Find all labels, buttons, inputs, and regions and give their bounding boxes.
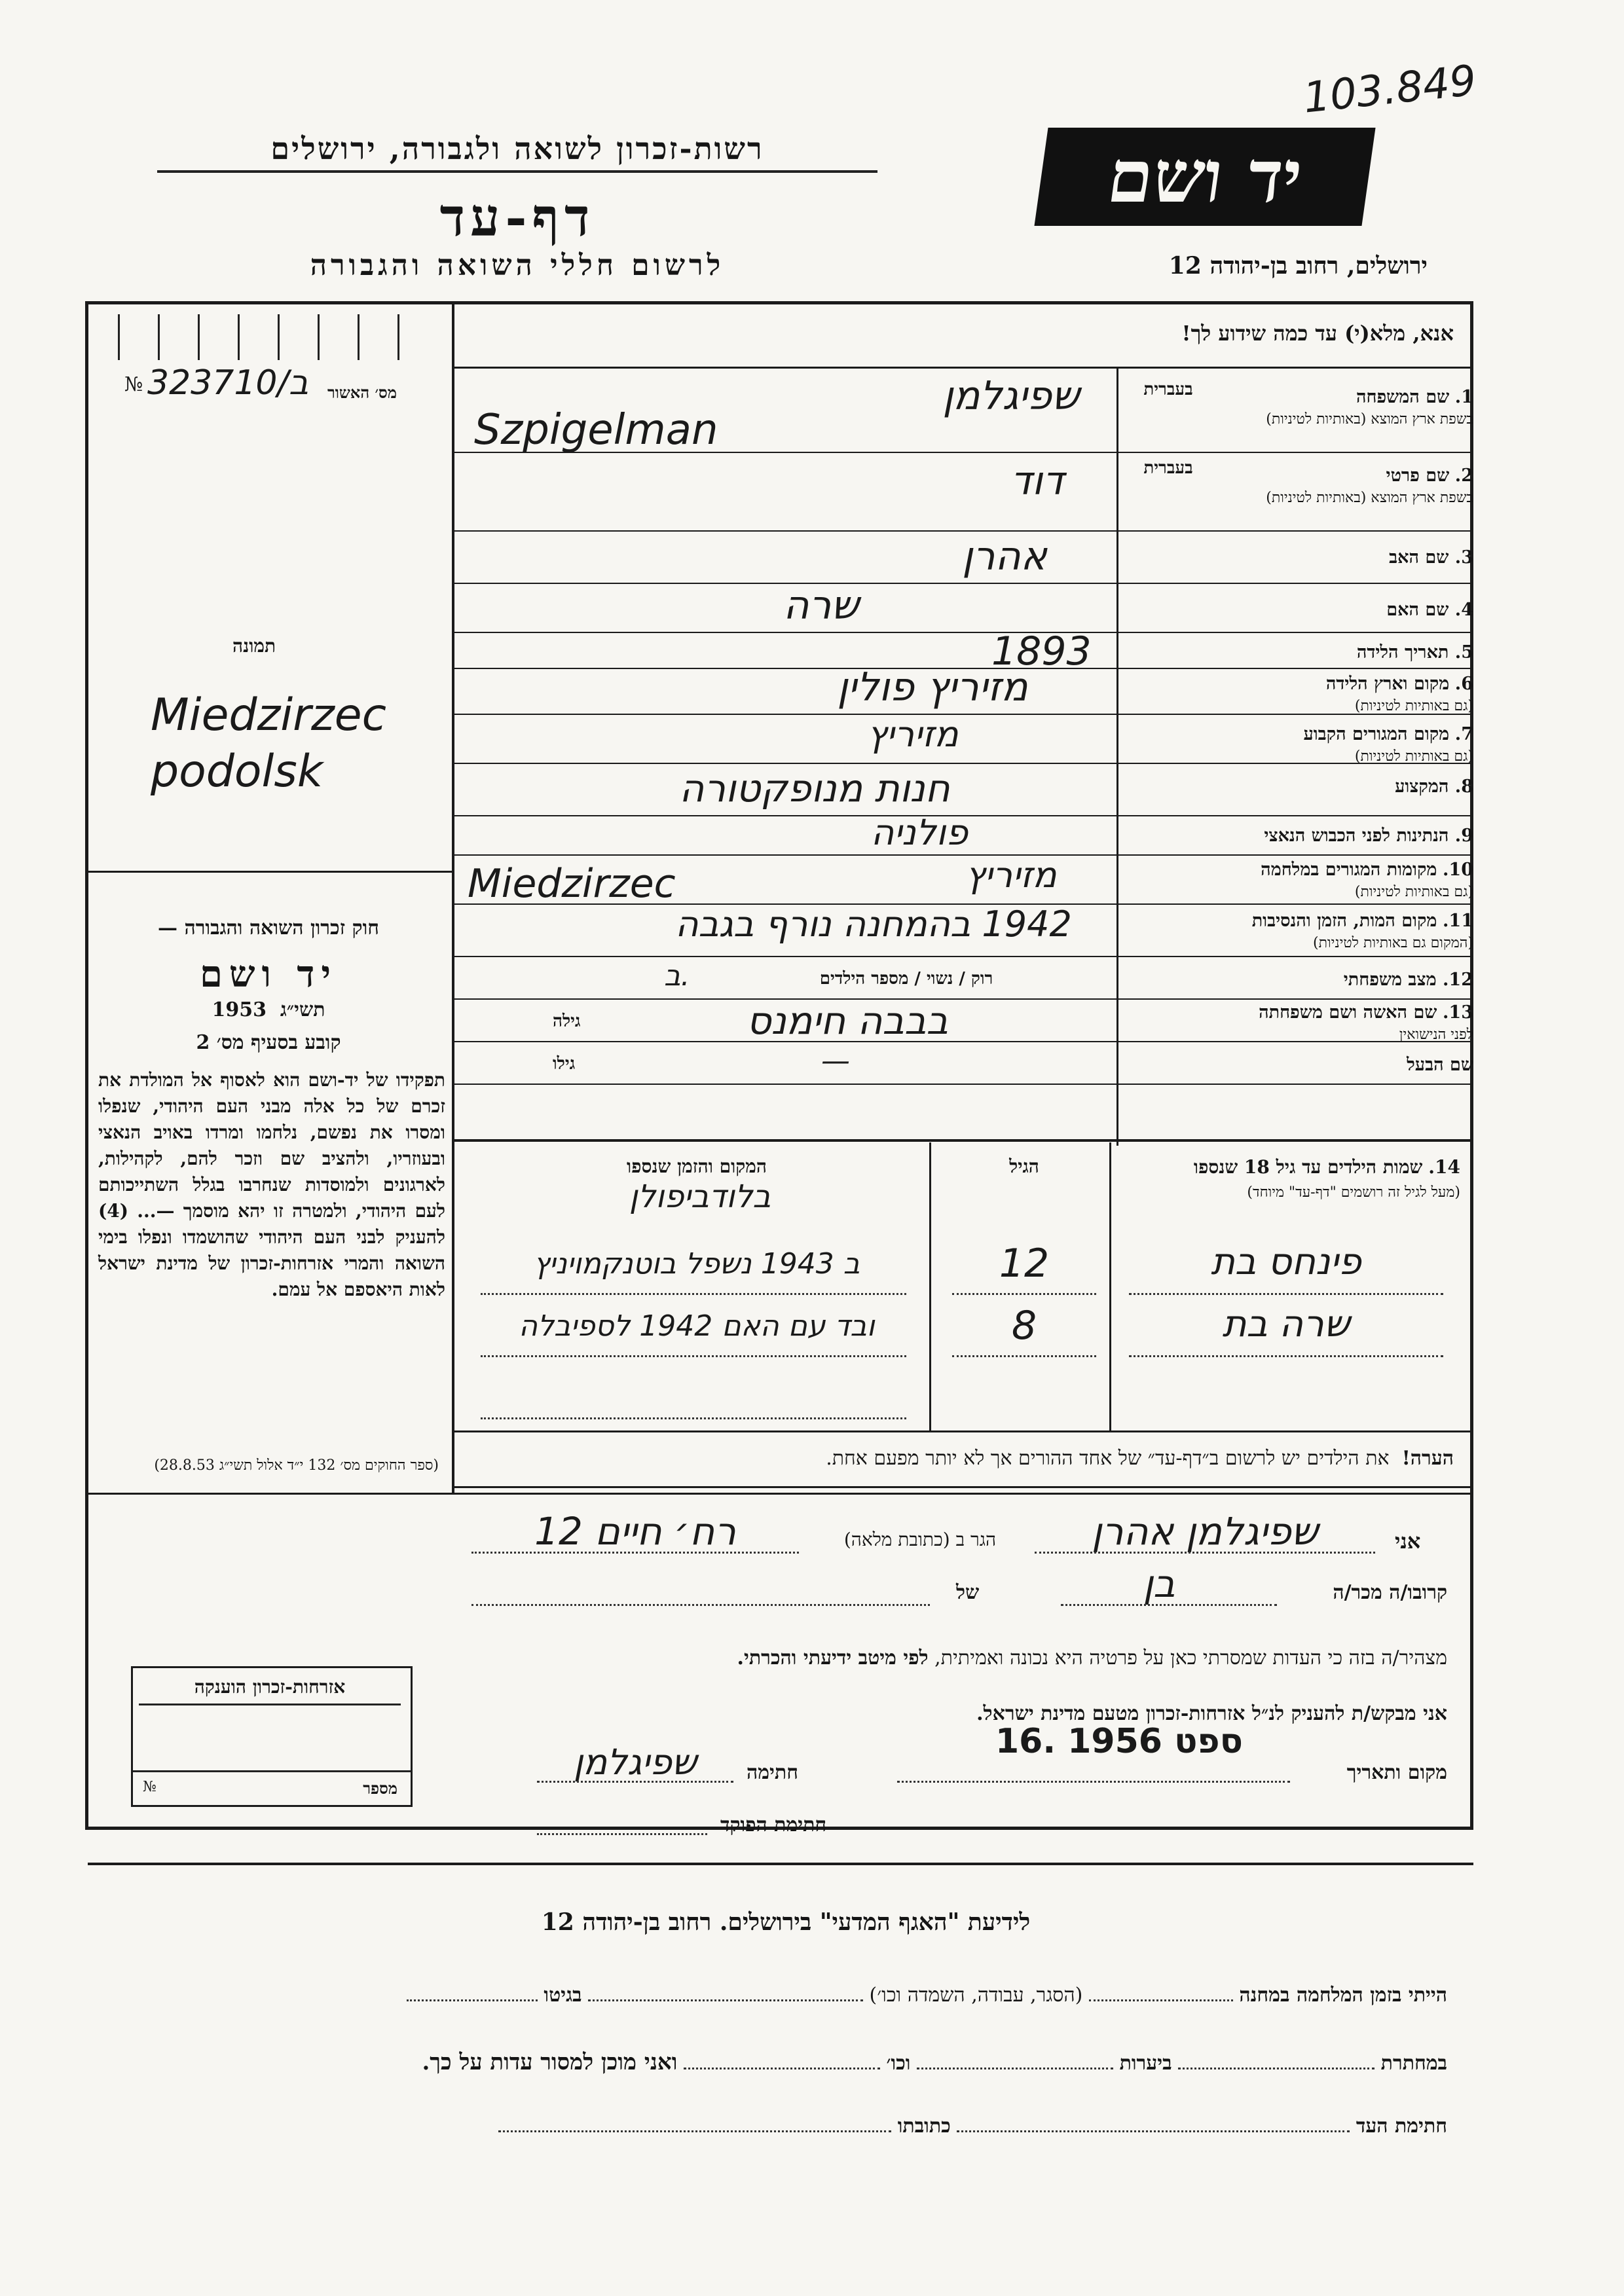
field-war-residence-label: 10. מקומות המגורים במלחמה (גם באותיות לטיניות) xyxy=(1261,860,1473,900)
field-father-label: 3. שם האב xyxy=(1389,547,1473,568)
field-profession-label: 8. המקצוע xyxy=(1395,776,1473,797)
law-name: יד ושם xyxy=(199,953,338,996)
citizenship-box xyxy=(131,1666,413,1807)
child-1-place: ב 1943 נשפל בוטנקמויניץ xyxy=(533,1247,860,1281)
field-residence-label: 7. מקום המגורים הקבוע (גם באותיות לטיניות) xyxy=(1303,724,1473,765)
child-1-age: 12 xyxy=(999,1241,1050,1286)
children-note: הערה! את הילדים יש לרשום ב״דף-עד״ של אחד ההורים אך לא יותר מפעם אחת. xyxy=(826,1447,1454,1470)
yad-vashem-logo: יד ושם xyxy=(1034,128,1375,226)
field-birth-date-value: 1893 xyxy=(991,629,1092,674)
citizenship-no: № xyxy=(143,1779,157,1795)
field-wife-label: 13. שם האשה ושם משפחתה לפני הנישואין xyxy=(1259,1002,1473,1043)
footer-line-2: במחתרת ביערות וכו׳ ואני מוכן למסור עדות על כך. xyxy=(422,2049,1447,2075)
field-birth-date-label: 5. תאריך הלידה xyxy=(1356,642,1473,663)
children-age-header: הגיל xyxy=(1009,1156,1039,1177)
citizenship-number-label: מספר xyxy=(363,1779,397,1798)
law-ref: (ספר החוקים מס׳ 132 י״ד אלול תשי״ג 28.8.53) xyxy=(154,1457,439,1474)
relation-label: קרובו/ה מכר/ה xyxy=(1333,1581,1447,1604)
signature-label: חתימה xyxy=(747,1761,798,1784)
field-citizenship-label: 9. הנתינות לפני הכבוש הנאצי xyxy=(1264,826,1473,846)
relation-value: בן xyxy=(1143,1561,1175,1606)
children-title: 14. שמות הילדים עד גיל 18 שנספו (מעל לגיל זה רושמים "דף-עד" מיוחד) xyxy=(1193,1156,1460,1201)
address: ירושלים, רחוב בן-יהודה 12 xyxy=(1168,252,1428,280)
page-title: דף-עד xyxy=(439,187,595,248)
children-place-header: המקום והזמן שנספו xyxy=(627,1156,767,1177)
children-place-top: בלודביפולן xyxy=(629,1178,771,1215)
husband-age-label: גילו xyxy=(553,1054,576,1074)
field-first-name-value: דוד xyxy=(1010,458,1064,504)
marital-options: רוק / נשוי / מספר הילדים xyxy=(819,969,993,989)
form-request: אנא, מלא(י) עד כמה שידוע לך! xyxy=(1181,321,1454,346)
field-marital-label: 12. מצב משפחתי xyxy=(1343,970,1473,990)
cert-prefix: № xyxy=(124,373,143,396)
child-1-name: פינחס בת xyxy=(1211,1241,1361,1283)
declaration-statement: מצהיר/ה בזה כי העדות שמסרתי כאן על פרטיה היא נכונה ואמיתית, לפי מיטב ידיעתי והכרתי. xyxy=(737,1647,1447,1669)
footer-line-1: הייתי בזמן המלחמה במחנה (הסגר, עבודה, השמדה וכו׳) בגיטו xyxy=(105,1984,1447,2007)
photo-note: Miedzirzec podolsk xyxy=(151,689,387,797)
declarant-name: שפיגלמן אהרן xyxy=(1092,1509,1318,1554)
field-family-name-label: 1. שם המשפחה בשפת ארץ המוצא (באותיות לטיניות) xyxy=(1266,387,1473,428)
field-husband-value: — xyxy=(821,1044,850,1078)
footer-title: לידיעת "האגף המדעי" בירושלים. רחוב בן-יהודה 12 xyxy=(541,1908,1031,1936)
cert-boxes xyxy=(92,308,449,367)
citizenship-number-row xyxy=(133,1770,411,1805)
field-death-value: 1942 בהמחנה נורף בגבה xyxy=(675,903,1072,945)
cert-label: מס׳ האשור xyxy=(327,383,397,402)
cert-number: 323710/ב xyxy=(147,363,309,403)
declaration-request: אני מבקש/ת להעניק לנ״ל אזרחות-זכרון מטעם מדינת ישראל. xyxy=(976,1702,1447,1725)
signature: שפיגלמן xyxy=(573,1741,697,1783)
declaration-i-label: אני xyxy=(1395,1529,1421,1554)
footer-divider xyxy=(88,1863,1473,1865)
child-2-place: ובד עם האם 1942 לספיבלה xyxy=(519,1309,875,1343)
field-family-name-latin: Szpigelman xyxy=(474,406,718,454)
field-family-name-value: שפיגלמן xyxy=(942,373,1080,419)
law-title: חוק זכרון השואה והגבורה — xyxy=(158,917,379,939)
field-marital-value: ב. xyxy=(664,959,690,993)
law-year: 1953 תשי״ג xyxy=(212,998,325,1021)
field-residence-value: מזיריץ xyxy=(867,714,959,755)
page-subtitle: לרשום חללי השואה והגבורה xyxy=(310,249,725,282)
field-profession-value: חנות מנופקטורה xyxy=(679,766,950,811)
field-family-name-hebrew-label: בעברית xyxy=(1143,380,1193,399)
field-birth-place-value: מזיריץ פולין xyxy=(837,665,1028,710)
place-date-label: מקום ותאריך xyxy=(1346,1761,1447,1784)
law-clause: קובע בסעיף מס׳ 2 xyxy=(196,1031,341,1054)
authority-name: רשות-זכרון לשואה ולגבורה, ירושלים xyxy=(157,131,877,173)
law-divider xyxy=(88,871,452,873)
note-divider xyxy=(454,1486,1473,1488)
law-text: תפקידו של יד-ושם הוא לאסוף אל המולדת את זכרם של כל אלה מבני העם היהודי, שנפלו ומסרו את נפשם, נלחמו ומרדו באויב הנאצי ובעוזריו, ולהציב שם וזכר להם, לקהילות, לארגונים ולמוסדות שנחרבו בגלל השתייכותם לעם היהודי, ולמטרה זו יהא מוסמך —... (4) להעניק לבני העם היהודי שהושמדו ונפלו בימי השואה והמרי אזרחות-זכרון של מדינת ישראל לאות היאספם אל עמם. xyxy=(98,1069,445,1300)
fields-area xyxy=(454,367,1473,1152)
citizenship-title: אזרחות-זכרון הוענקה xyxy=(139,1676,401,1705)
stamp-date: 16. ספט 1956 xyxy=(995,1722,1243,1761)
archive-number: 103.849 xyxy=(1301,56,1479,123)
field-citizenship-value: פולניה xyxy=(870,812,969,853)
field-war-residence-value: מזיריץ xyxy=(965,854,1057,896)
officer-signature-label: חתימת הפוקד xyxy=(720,1813,827,1836)
wife-age-label: גילה xyxy=(553,1011,581,1031)
field-father-value: אהרן xyxy=(962,534,1047,579)
relation-of-label: של xyxy=(956,1581,980,1604)
declaration-divider xyxy=(88,1493,1473,1495)
field-mother-value: שרה xyxy=(783,583,859,629)
field-death-label: 11. מקום המות, הזמן והנסיבות (המקום גם באותיות לטיניות) xyxy=(1251,911,1473,951)
field-first-name-label: 2. שם פרטי בשפת ארץ המוצא (באותיות לטיניות) xyxy=(1266,465,1473,506)
field-husband-label: שם הבעל xyxy=(1407,1055,1473,1075)
field-birth-place-label: 6. מקום וארץ הלידה (גם באותיות לטיניות) xyxy=(1325,674,1473,714)
photo-label: תמונה xyxy=(232,635,276,657)
residing-label: הגר ב (כתובת מלאה) xyxy=(843,1529,997,1550)
field-wife-value: בבבה חימנס xyxy=(746,998,949,1043)
field-war-residence-latin: Miedzirzec xyxy=(468,861,676,907)
footer-line-3: חתימת העד כתובתו xyxy=(105,2115,1447,2138)
children-table xyxy=(454,1142,1473,1457)
field-first-name-hebrew-label: בעברית xyxy=(1143,458,1193,478)
field-mother-label: 4. שם האם xyxy=(1386,600,1473,620)
child-2-age: 8 xyxy=(1011,1303,1037,1349)
child-2-name: שרה בת xyxy=(1222,1303,1350,1345)
declarant-address: רח׳ חיים 12 xyxy=(534,1509,736,1554)
